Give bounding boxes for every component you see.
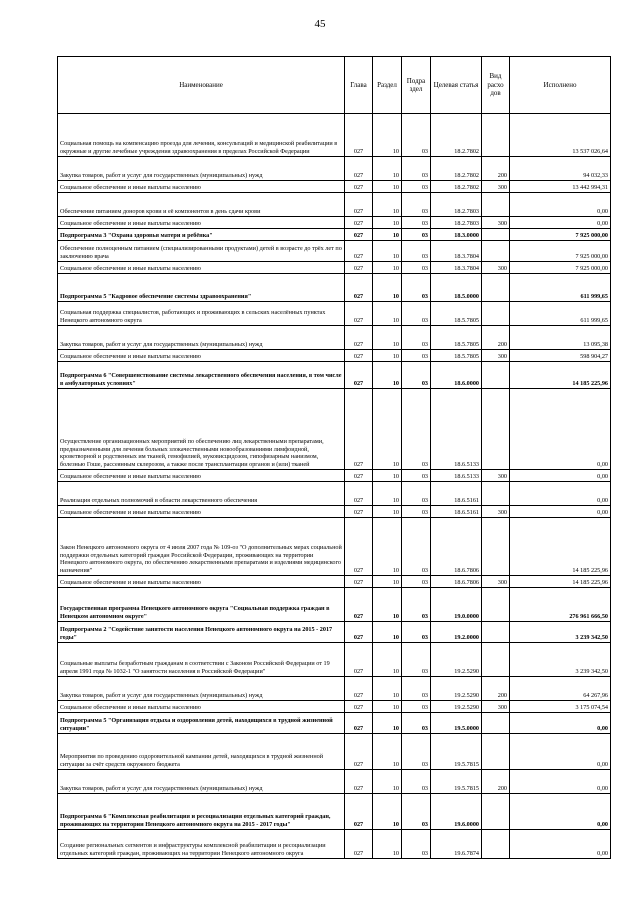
table-row xyxy=(58,229,611,241)
row-subsection: 03 xyxy=(402,362,431,389)
row-chapter: 027 xyxy=(345,701,373,713)
table-row xyxy=(58,193,611,217)
row-amount: 7 925 000,00 xyxy=(510,241,611,262)
table-row xyxy=(58,114,611,157)
row-section: 10 xyxy=(373,588,402,622)
row-section: 10 xyxy=(373,643,402,677)
row-subsection: 03 xyxy=(402,326,431,350)
row-chapter: 027 xyxy=(345,518,373,576)
row-target-item: 18.6.5161 xyxy=(431,482,482,506)
header-subsection: Подра здел xyxy=(402,57,431,114)
row-name: Социальное обеспечение и иные выплаты населению xyxy=(58,576,345,588)
table-row xyxy=(58,506,611,518)
row-chapter: 027 xyxy=(345,193,373,217)
row-chapter: 027 xyxy=(345,181,373,193)
header-target-item: Целевая статья xyxy=(431,57,482,114)
row-name: Обеспечение полноценным питанием (специализированными продуктами) детей в возрасте до трёх лет по заключению врача xyxy=(58,241,345,262)
row-expense-type: 300 xyxy=(482,350,510,362)
row-name: Социальная поддержка специалистов, работающих и проживающих в сельских населённых пунктах Ненецкого автономного округа xyxy=(58,302,345,326)
row-name: Социальная помощь на компенсацию проезда для лечения, консультаций и медицинской реабилитации в окружные и другие лечебные учреждения здравоохранения в пределах Российской Федерации xyxy=(58,114,345,157)
row-subsection: 03 xyxy=(402,506,431,518)
row-target-item: 18.2.7803 xyxy=(431,193,482,217)
row-subsection: 03 xyxy=(402,588,431,622)
row-target-item: 19.2.5290 xyxy=(431,643,482,677)
row-subsection: 03 xyxy=(402,794,431,830)
row-section: 10 xyxy=(373,229,402,241)
row-amount: 3 239 342,50 xyxy=(510,643,611,677)
row-subsection: 03 xyxy=(402,701,431,713)
row-name: Реализация отдельных полномочий в области лекарственного обеспечения xyxy=(58,482,345,506)
row-expense-type: 300 xyxy=(482,217,510,229)
row-target-item: 18.3.7804 xyxy=(431,262,482,274)
row-target-item: 19.0.0000 xyxy=(431,588,482,622)
row-chapter: 027 xyxy=(345,302,373,326)
row-expense-type: 300 xyxy=(482,470,510,482)
row-amount: 3 175 074,54 xyxy=(510,701,611,713)
row-subsection: 03 xyxy=(402,193,431,217)
row-amount: 0,00 xyxy=(510,734,611,770)
row-name: Подпрограмма 6 "Совершенствование системы лекарственного обеспечения населения, в том числе в амбулаторных условиях" xyxy=(58,362,345,389)
row-chapter: 027 xyxy=(345,389,373,470)
row-name: Подпрограмма 5 "Организация отдыха и оздоровления детей, находящихся в трудной жизненной ситуации" xyxy=(58,713,345,734)
row-expense-type xyxy=(482,274,510,302)
row-name: Закупка товаров, работ и услуг для государственных (муниципальных) нужд xyxy=(58,770,345,794)
row-chapter: 027 xyxy=(345,114,373,157)
row-name: Осуществление организационных мероприятий по обеспечению лиц лекарственными препаратами, предназначенными для лечения больных злокачественными новообразованиями лимфоидной, кроветворной и родственных им тканей, гемофилией, муковисцидозом, гипофизарным нанизмом, болезнью Гоше, рассеянным склерозом, а также после трансплантации органов и (или) тканей xyxy=(58,389,345,470)
row-section: 10 xyxy=(373,389,402,470)
row-subsection: 03 xyxy=(402,241,431,262)
table-row xyxy=(58,734,611,770)
row-name: Социальное обеспечение и иные выплаты населению xyxy=(58,701,345,713)
table-row xyxy=(58,241,611,262)
row-section: 10 xyxy=(373,350,402,362)
row-subsection: 03 xyxy=(402,713,431,734)
row-name: Закупка товаров, работ и услуг для государственных (муниципальных) нужд xyxy=(58,677,345,701)
row-name: Создание региональных сегментов и инфраструктуры комплексной реабилитации и ресоциализации отдельных категорий граждан, проживающих на территории Ненецкого автономного округа xyxy=(58,830,345,859)
row-amount: 14 185 225,96 xyxy=(510,518,611,576)
row-expense-type xyxy=(482,482,510,506)
row-chapter: 027 xyxy=(345,794,373,830)
row-target-item: 18.3.7804 xyxy=(431,241,482,262)
row-amount: 7 925 000,00 xyxy=(510,262,611,274)
row-subsection: 03 xyxy=(402,470,431,482)
row-chapter: 027 xyxy=(345,677,373,701)
row-subsection: 03 xyxy=(402,576,431,588)
table-row xyxy=(58,588,611,622)
row-subsection: 03 xyxy=(402,114,431,157)
row-subsection: 03 xyxy=(402,482,431,506)
row-name: Обеспечение питанием доноров крови и её компонентов в день сдачи крови xyxy=(58,193,345,217)
table-row xyxy=(58,302,611,326)
row-section: 10 xyxy=(373,482,402,506)
row-section: 10 xyxy=(373,262,402,274)
row-target-item: 18.5.7805 xyxy=(431,326,482,350)
row-chapter: 027 xyxy=(345,274,373,302)
row-chapter: 027 xyxy=(345,157,373,181)
row-subsection: 03 xyxy=(402,350,431,362)
row-amount: 0,00 xyxy=(510,830,611,859)
row-chapter: 027 xyxy=(345,830,373,859)
table-row xyxy=(58,770,611,794)
header-chapter: Глава xyxy=(345,57,373,114)
table-row xyxy=(58,326,611,350)
row-amount: 611 999,65 xyxy=(510,274,611,302)
row-chapter: 027 xyxy=(345,713,373,734)
row-section: 10 xyxy=(373,157,402,181)
row-section: 10 xyxy=(373,830,402,859)
row-expense-type xyxy=(482,643,510,677)
row-subsection: 03 xyxy=(402,229,431,241)
table-row xyxy=(58,794,611,830)
row-chapter: 027 xyxy=(345,362,373,389)
row-section: 10 xyxy=(373,770,402,794)
row-target-item: 19.2.0000 xyxy=(431,622,482,643)
row-chapter: 027 xyxy=(345,262,373,274)
table-row xyxy=(58,576,611,588)
row-subsection: 03 xyxy=(402,643,431,677)
row-target-item: 19.2.5290 xyxy=(431,701,482,713)
row-target-item: 19.6.7874 xyxy=(431,830,482,859)
table-row xyxy=(58,643,611,677)
row-section: 10 xyxy=(373,518,402,576)
row-chapter: 027 xyxy=(345,470,373,482)
row-amount: 64 267,96 xyxy=(510,677,611,701)
row-expense-type xyxy=(482,114,510,157)
row-section: 10 xyxy=(373,193,402,217)
row-subsection: 03 xyxy=(402,302,431,326)
row-section: 10 xyxy=(373,114,402,157)
row-section: 10 xyxy=(373,576,402,588)
row-amount: 13 537 026,64 xyxy=(510,114,611,157)
row-expense-type xyxy=(482,622,510,643)
row-section: 10 xyxy=(373,241,402,262)
header-section: Раздел xyxy=(373,57,402,114)
page-number: 45 xyxy=(314,18,326,30)
row-section: 10 xyxy=(373,622,402,643)
row-target-item: 18.5.7805 xyxy=(431,302,482,326)
row-name: Закупка товаров, работ и услуг для государственных (муниципальных) нужд xyxy=(58,157,345,181)
row-name: Мероприятия по проведению оздоровительной кампании детей, находящихся в трудной жизненной ситуации за счёт средств окружного бюджета xyxy=(58,734,345,770)
row-expense-type: 300 xyxy=(482,701,510,713)
row-expense-type: 200 xyxy=(482,157,510,181)
table-row xyxy=(58,518,611,576)
row-chapter: 027 xyxy=(345,770,373,794)
row-chapter: 027 xyxy=(345,326,373,350)
row-name: Подпрограмма 5 "Кадровое обеспечение системы здравоохранения" xyxy=(58,274,345,302)
row-chapter: 027 xyxy=(345,482,373,506)
row-name: Социальное обеспечение и иные выплаты населению xyxy=(58,506,345,518)
table-row xyxy=(58,262,611,274)
table-row xyxy=(58,274,611,302)
row-expense-type xyxy=(482,794,510,830)
row-amount: 13 095,38 xyxy=(510,326,611,350)
table-row xyxy=(58,482,611,506)
row-amount: 3 239 342,50 xyxy=(510,622,611,643)
row-expense-type: 300 xyxy=(482,262,510,274)
row-amount: 7 925 000,00 xyxy=(510,229,611,241)
row-target-item: 18.6.5133 xyxy=(431,389,482,470)
table-row xyxy=(58,362,611,389)
row-subsection: 03 xyxy=(402,181,431,193)
row-section: 10 xyxy=(373,470,402,482)
row-expense-type xyxy=(482,362,510,389)
row-subsection: 03 xyxy=(402,389,431,470)
table-row xyxy=(58,622,611,643)
row-expense-type xyxy=(482,241,510,262)
row-section: 10 xyxy=(373,794,402,830)
row-amount: 0,00 xyxy=(510,389,611,470)
row-chapter: 027 xyxy=(345,217,373,229)
row-expense-type xyxy=(482,830,510,859)
row-subsection: 03 xyxy=(402,262,431,274)
row-amount: 14 185 225,96 xyxy=(510,362,611,389)
row-chapter: 027 xyxy=(345,734,373,770)
row-amount: 276 961 666,50 xyxy=(510,588,611,622)
row-amount: 94 032,33 xyxy=(510,157,611,181)
row-name: Закупка товаров, работ и услуг для государственных (муниципальных) нужд xyxy=(58,326,345,350)
row-expense-type: 300 xyxy=(482,506,510,518)
row-chapter: 027 xyxy=(345,229,373,241)
row-name: Подпрограмма 6 "Комплексная реабилитация и ресоциализация отдельных категорий граждан, проживающих на территории Ненецкого автономного округа на 2015 - 2017 годы" xyxy=(58,794,345,830)
row-target-item: 18.2.7802 xyxy=(431,181,482,193)
row-target-item: 18.6.7806 xyxy=(431,576,482,588)
row-amount: 0,00 xyxy=(510,770,611,794)
row-expense-type xyxy=(482,734,510,770)
row-amount: 0,00 xyxy=(510,482,611,506)
table-row xyxy=(58,470,611,482)
row-chapter: 027 xyxy=(345,241,373,262)
row-section: 10 xyxy=(373,326,402,350)
row-target-item: 19.5.7815 xyxy=(431,770,482,794)
row-amount: 0,00 xyxy=(510,470,611,482)
row-subsection: 03 xyxy=(402,770,431,794)
table-row xyxy=(58,217,611,229)
row-section: 10 xyxy=(373,302,402,326)
row-name: Подпрограмма 2 "Содействие занятости населения Ненецкого автономного округа на 2015 - 2017 годы" xyxy=(58,622,345,643)
row-name: Социальные выплаты безработным гражданам в соответствии с Законом Российской Федерации от 19 апреля 1991 года № 1032-1 "О занятости населения в Российской Федерации" xyxy=(58,643,345,677)
row-chapter: 027 xyxy=(345,350,373,362)
row-subsection: 03 xyxy=(402,217,431,229)
row-expense-type xyxy=(482,193,510,217)
row-section: 10 xyxy=(373,701,402,713)
row-chapter: 027 xyxy=(345,576,373,588)
row-amount: 0,00 xyxy=(510,506,611,518)
row-target-item: 18.2.7802 xyxy=(431,114,482,157)
row-name: Социальное обеспечение и иные выплаты населению xyxy=(58,470,345,482)
row-subsection: 03 xyxy=(402,157,431,181)
row-target-item: 18.2.7802 xyxy=(431,157,482,181)
row-target-item: 18.6.0000 xyxy=(431,362,482,389)
row-amount: 0,00 xyxy=(510,217,611,229)
row-target-item: 19.5.0000 xyxy=(431,713,482,734)
row-name: Закон Ненецкого автономного округа от 4 июля 2007 года № 109-оз "О дополнительных мерах социальной поддержки отдельных категорий граждан Российской Федерации, проживающих на территории Ненецкого автономного округа, по обеспечению лекарственными препаратами и изделиями медицинского назначения" xyxy=(58,518,345,576)
table-row xyxy=(58,389,611,470)
table-row xyxy=(58,350,611,362)
row-subsection: 03 xyxy=(402,830,431,859)
row-chapter: 027 xyxy=(345,588,373,622)
row-amount: 611 999,65 xyxy=(510,302,611,326)
row-amount: 0,00 xyxy=(510,193,611,217)
row-expense-type: 200 xyxy=(482,677,510,701)
table-row xyxy=(58,701,611,713)
header-executed: Исполнено xyxy=(510,57,611,114)
row-section: 10 xyxy=(373,734,402,770)
row-subsection: 03 xyxy=(402,622,431,643)
row-section: 10 xyxy=(373,362,402,389)
row-section: 10 xyxy=(373,506,402,518)
table-row xyxy=(58,830,611,859)
row-name: Социальное обеспечение и иные выплаты населению xyxy=(58,262,345,274)
budget-execution-table xyxy=(57,56,611,859)
row-subsection: 03 xyxy=(402,518,431,576)
row-name: Социальное обеспечение и иные выплаты населению xyxy=(58,217,345,229)
row-target-item: 18.2.7803 xyxy=(431,217,482,229)
row-target-item: 18.6.5133 xyxy=(431,470,482,482)
row-amount: 598 904,27 xyxy=(510,350,611,362)
row-expense-type xyxy=(482,588,510,622)
table-row xyxy=(58,157,611,181)
table-row xyxy=(58,713,611,734)
header-name: Наименование xyxy=(58,57,345,114)
row-target-item: 19.5.7815 xyxy=(431,734,482,770)
row-amount: 14 185 225,96 xyxy=(510,576,611,588)
row-section: 10 xyxy=(373,713,402,734)
row-target-item: 18.5.7805 xyxy=(431,350,482,362)
row-expense-type xyxy=(482,229,510,241)
row-expense-type xyxy=(482,302,510,326)
row-expense-type: 300 xyxy=(482,181,510,193)
row-name: Социальное обеспечение и иные выплаты населению xyxy=(58,181,345,193)
row-subsection: 03 xyxy=(402,734,431,770)
row-section: 10 xyxy=(373,677,402,701)
row-name: Государственная программа Ненецкого автономного округа "Социальная поддержка граждан в Ненецком автономном округе" xyxy=(58,588,345,622)
row-expense-type: 200 xyxy=(482,326,510,350)
row-chapter: 027 xyxy=(345,622,373,643)
row-name: Социальное обеспечение и иные выплаты населению xyxy=(58,350,345,362)
row-amount: 0,00 xyxy=(510,794,611,830)
row-amount: 13 442 994,31 xyxy=(510,181,611,193)
row-name: Подпрограмма 3 "Охрана здоровья матери и ребёнка" xyxy=(58,229,345,241)
row-expense-type: 300 xyxy=(482,576,510,588)
row-expense-type: 200 xyxy=(482,770,510,794)
row-subsection: 03 xyxy=(402,677,431,701)
row-target-item: 18.5.0000 xyxy=(431,274,482,302)
row-subsection: 03 xyxy=(402,274,431,302)
row-amount: 0,00 xyxy=(510,713,611,734)
row-chapter: 027 xyxy=(345,643,373,677)
row-target-item: 18.6.7806 xyxy=(431,518,482,576)
row-section: 10 xyxy=(373,217,402,229)
table-row xyxy=(58,181,611,193)
row-section: 10 xyxy=(373,181,402,193)
row-target-item: 19.2.5290 xyxy=(431,677,482,701)
row-target-item: 19.6.0000 xyxy=(431,794,482,830)
row-expense-type xyxy=(482,713,510,734)
table-row xyxy=(58,677,611,701)
row-expense-type xyxy=(482,389,510,470)
row-chapter: 027 xyxy=(345,506,373,518)
row-section: 10 xyxy=(373,274,402,302)
row-target-item: 18.6.5161 xyxy=(431,506,482,518)
table-header-row xyxy=(58,57,611,114)
row-target-item: 18.3.0000 xyxy=(431,229,482,241)
header-expense-type: Вид расхо дов xyxy=(482,57,510,114)
row-expense-type xyxy=(482,518,510,576)
